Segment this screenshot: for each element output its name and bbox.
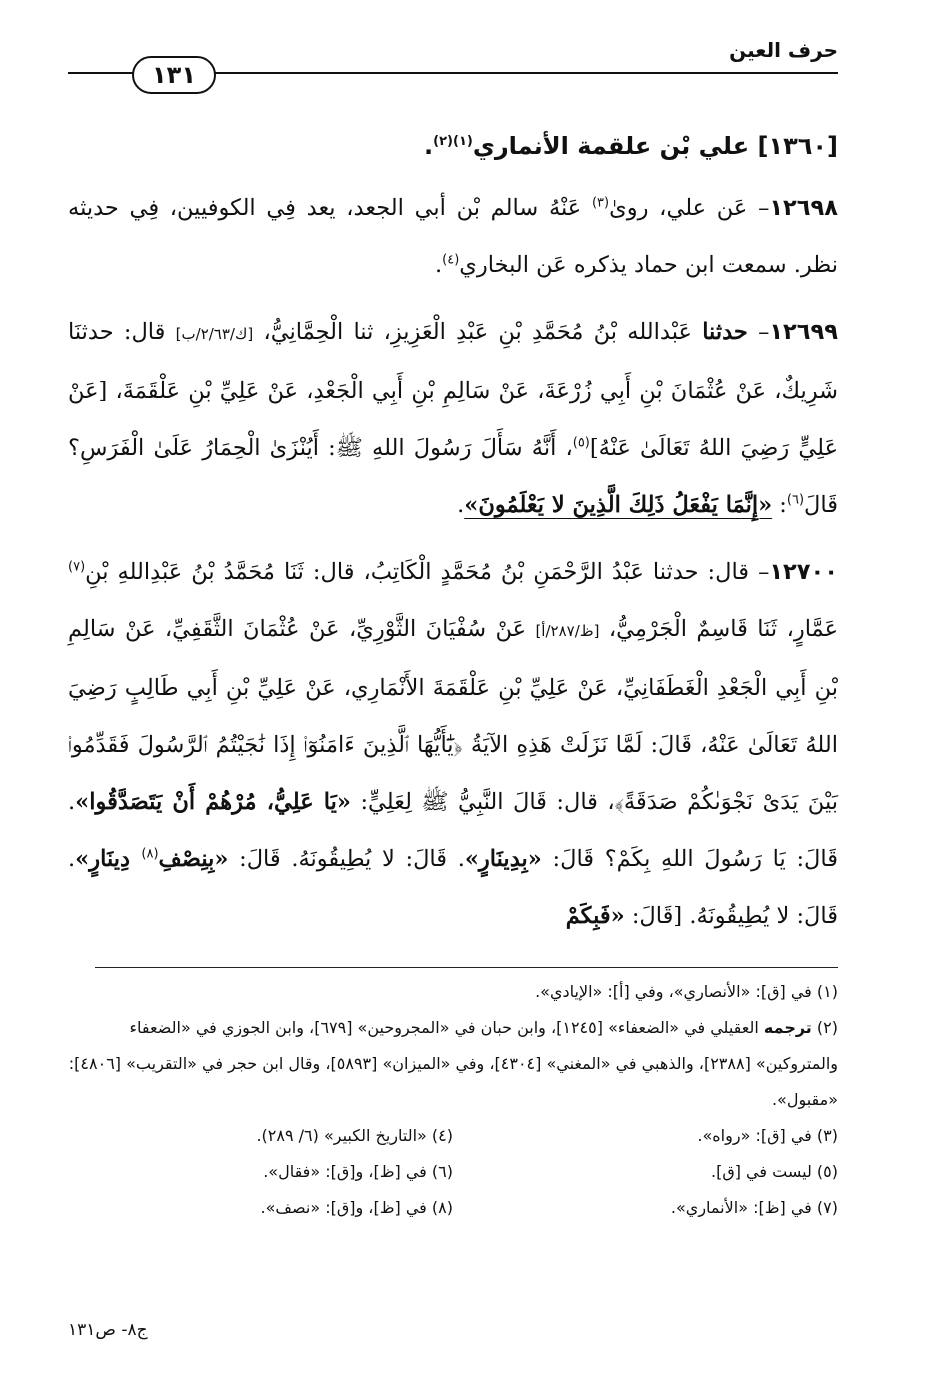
text-run: قال: حدثنَا شَرِيكٌ، عَنْ عُثْمَانَ بْنِ أَبِي زُرْعَةَ، عَنْ سَالِمِ بْنِ أَبِي الْجَعْدِ، عَنْ عَلِيِّ بْنِ عَلْقَمَةَ، [عَنْ عَلِيٍّ رَضِيَ اللهُ تَعَالَىٰ عَنْهُ] (68, 319, 838, 461)
footnote-number: (٥) (816, 1162, 838, 1181)
footnote-number: (٧) (816, 1198, 838, 1217)
footnote-number: (٢) (816, 1018, 838, 1037)
footnote-number: (٣) (816, 1126, 838, 1145)
prophetic-quote: «يَا عَلِيُّ، مُرْهُمْ أَنْ يَتَصَدَّقُوا» (75, 789, 351, 815)
hadith-number: ١٢٦٩٩ (769, 319, 838, 345)
footnote-text: في [ظ]، و[ق]: «فقال». (263, 1162, 427, 1181)
footnote-text: في [ظ]، و[ق]: «نصف». (260, 1198, 427, 1217)
text-run: عَبْدالله بْنُ مُحَمَّدِ بْنِ عَبْدِ الْعَزِيزِ، ثنا الْحِمَّانِيُّ، (253, 319, 703, 345)
hadith-12699 (68, 304, 838, 534)
footnote-row (68, 1154, 838, 1190)
footnote-ref: (٤) (442, 252, 460, 268)
text-run: عَمَّارٍ، ثَنَا قَاسِمٌ الْجَرْمِيُّ، (599, 616, 838, 642)
text-run: عَنْ سُفْيَانَ الثَّوْرِيِّ، عَنْ عُثْمَانَ الثَّقَفِيِّ، عَنْ سَالِمِ بْنِ أَبِي الْجَعْدِ الْغَطَفَانِيِّ، عَنْ عَلِيِّ بْنِ عَلْقَمَةَ الأَنْمَارِي، عَنْ عَلِيِّ بْنِ أَبِي طَالِبٍ رَضِيَ اللهُ تَعَالَىٰ عَنْهُ، قَالَ: لَمَّا نَزَلَتْ هَذِهِ الآيَةُ ﴿يَٰٓأَيُّهَا ٱلَّذِينَ ءَامَنُوٓا۟ إِذَا نَٰجَيْتُمُ ٱلرَّسُولَ فَقَدِّمُوا۟ بَيْنَ يَدَىْ نَجْوَىٰكُمْ صَدَقَةً﴾، قال: قَالَ النَّبِيُّ ﷺ لِعَلِيٍّ: (68, 616, 838, 815)
text-run: – عَن علي، روىٰ (609, 195, 770, 221)
text-run: . (434, 252, 443, 278)
footnote-7 (453, 1190, 838, 1226)
footnote-3 (453, 1118, 838, 1154)
footnote-number: (٨) (431, 1198, 453, 1217)
footnote-4 (68, 1118, 453, 1154)
text-run: – (747, 319, 770, 345)
footnote-8 (68, 1190, 453, 1226)
hadith-number: ١٢٦٩٨ (769, 195, 838, 221)
footnote-ref: (٥) (572, 435, 590, 451)
text-run: . قَالَ: لا يُطِيقُونَهُ. [قَالَ: (68, 846, 838, 929)
page-number-badge: ١٣١ (132, 56, 216, 94)
footnote-1 (68, 974, 838, 1010)
footnote-ref: (٣) (591, 195, 610, 211)
manuscript-ref: [ك/٢/٦٣/ب] (175, 325, 254, 343)
footnote-separator (95, 967, 838, 968)
main-text (68, 118, 838, 955)
footnote-ref: (٨) (141, 846, 159, 862)
footnote-text: في [ق]: «الأنصاري»، وفي [أ]: «الإيادي». (535, 982, 812, 1001)
text-run: . قَالَ: يَا رَسُولَ اللهِ بِكَمْ؟ قَالَ: (68, 789, 838, 872)
text-run: ، أَنَّهُ سَأَلَ رَسُولَ اللهِ ﷺ: أَيُنْزَىٰ الْحِمَارُ عَلَىٰ الْفَرَسِ؟ قَالَ (68, 435, 838, 518)
prophetic-quote: دِينَارٍ» (75, 846, 142, 872)
narration-keyword: حدثنا (702, 319, 748, 345)
text-run: . (457, 492, 465, 518)
prophetic-quote: «فَبِكَمْ (565, 903, 625, 929)
footnote-ref: (٧) (68, 559, 86, 575)
prophetic-quote: «بِنِصْفِ (158, 846, 229, 872)
footnote-6 (68, 1154, 453, 1190)
heading-end: . (424, 132, 434, 160)
text-run: : (772, 492, 787, 518)
text-run: عَنْهُ سالم بْن أبي الجعد، يعد فِي الكوفيين، فِي حديثه نظر. سمعت ابن حماد يذكره عَن البخاري (68, 195, 838, 278)
hadith-12698 (68, 180, 838, 294)
volume-page-reference: ج٨- ص١٣١ (68, 1320, 148, 1340)
footnote-keyword: ترجمه (763, 1018, 812, 1037)
hadith-number: ١٢٧٠٠ (769, 559, 838, 585)
footnote-text: العقيلي في «الضعفاء» [١٢٤٥]، وابن حبان في «المجروحين» [٦٧٩]، وابن الجوزي في «الضعفاء والمتروكين» [٢٣٨٨]، والذهبي في «المغني» [٤٣٠٤]، وفي «الميزان» [٥٨٩٣]، وقال ابن حجر في «التقريب» [٤٨٠٦]: «مقبول». (68, 1018, 838, 1109)
entry-heading (68, 118, 838, 174)
footnote-number: (١) (816, 982, 838, 1001)
manuscript-ref: [ظ/٢٨٧/أ] (535, 622, 600, 640)
footnote-row (68, 1190, 838, 1226)
footnote-5 (453, 1154, 838, 1190)
footnote-row (68, 1118, 838, 1154)
footnote-number: (٤) (431, 1126, 453, 1145)
footnote-text: ليست في [ق]. (710, 1162, 812, 1181)
footnote-number: (٦) (431, 1162, 453, 1181)
text-run: . قَالَ: لا يُطِيقُونَهُ. قَالَ: (228, 846, 465, 872)
footnote-2 (68, 1010, 838, 1118)
footnote-text: في [ظ]: «الأنماري». (670, 1198, 812, 1217)
footnotes (68, 974, 838, 1226)
running-header-title: حرف العين (729, 38, 838, 62)
entry-heading-text: [١٣٦٠] علي بْن علقمة الأنماري (472, 132, 838, 160)
footnote-ref: (٦) (786, 492, 805, 508)
footnote-ref: (١)(٢) (433, 134, 473, 149)
prophetic-quote: «إِنَّمَا يَفْعَلُ ذَلِكَ الَّذِينَ لا يَعْلَمُونَ» (464, 492, 773, 518)
prophetic-quote: «بِدِينَارٍ» (464, 846, 542, 872)
footnote-text: في [ق]: «رواه». (697, 1126, 812, 1145)
hadith-12700 (68, 544, 838, 945)
footnote-text: «التاريخ الكبير» (٦/ ٢٨٩). (256, 1126, 427, 1145)
text-run: – قال: حدثنا عَبْدُ الرَّحْمَنِ بْنُ مُحَمَّدٍ الْكَاتِبُ، قال: ثَنَا مُحَمَّدُ بْنُ عَبْدِاللهِ بْنِ (85, 559, 770, 585)
